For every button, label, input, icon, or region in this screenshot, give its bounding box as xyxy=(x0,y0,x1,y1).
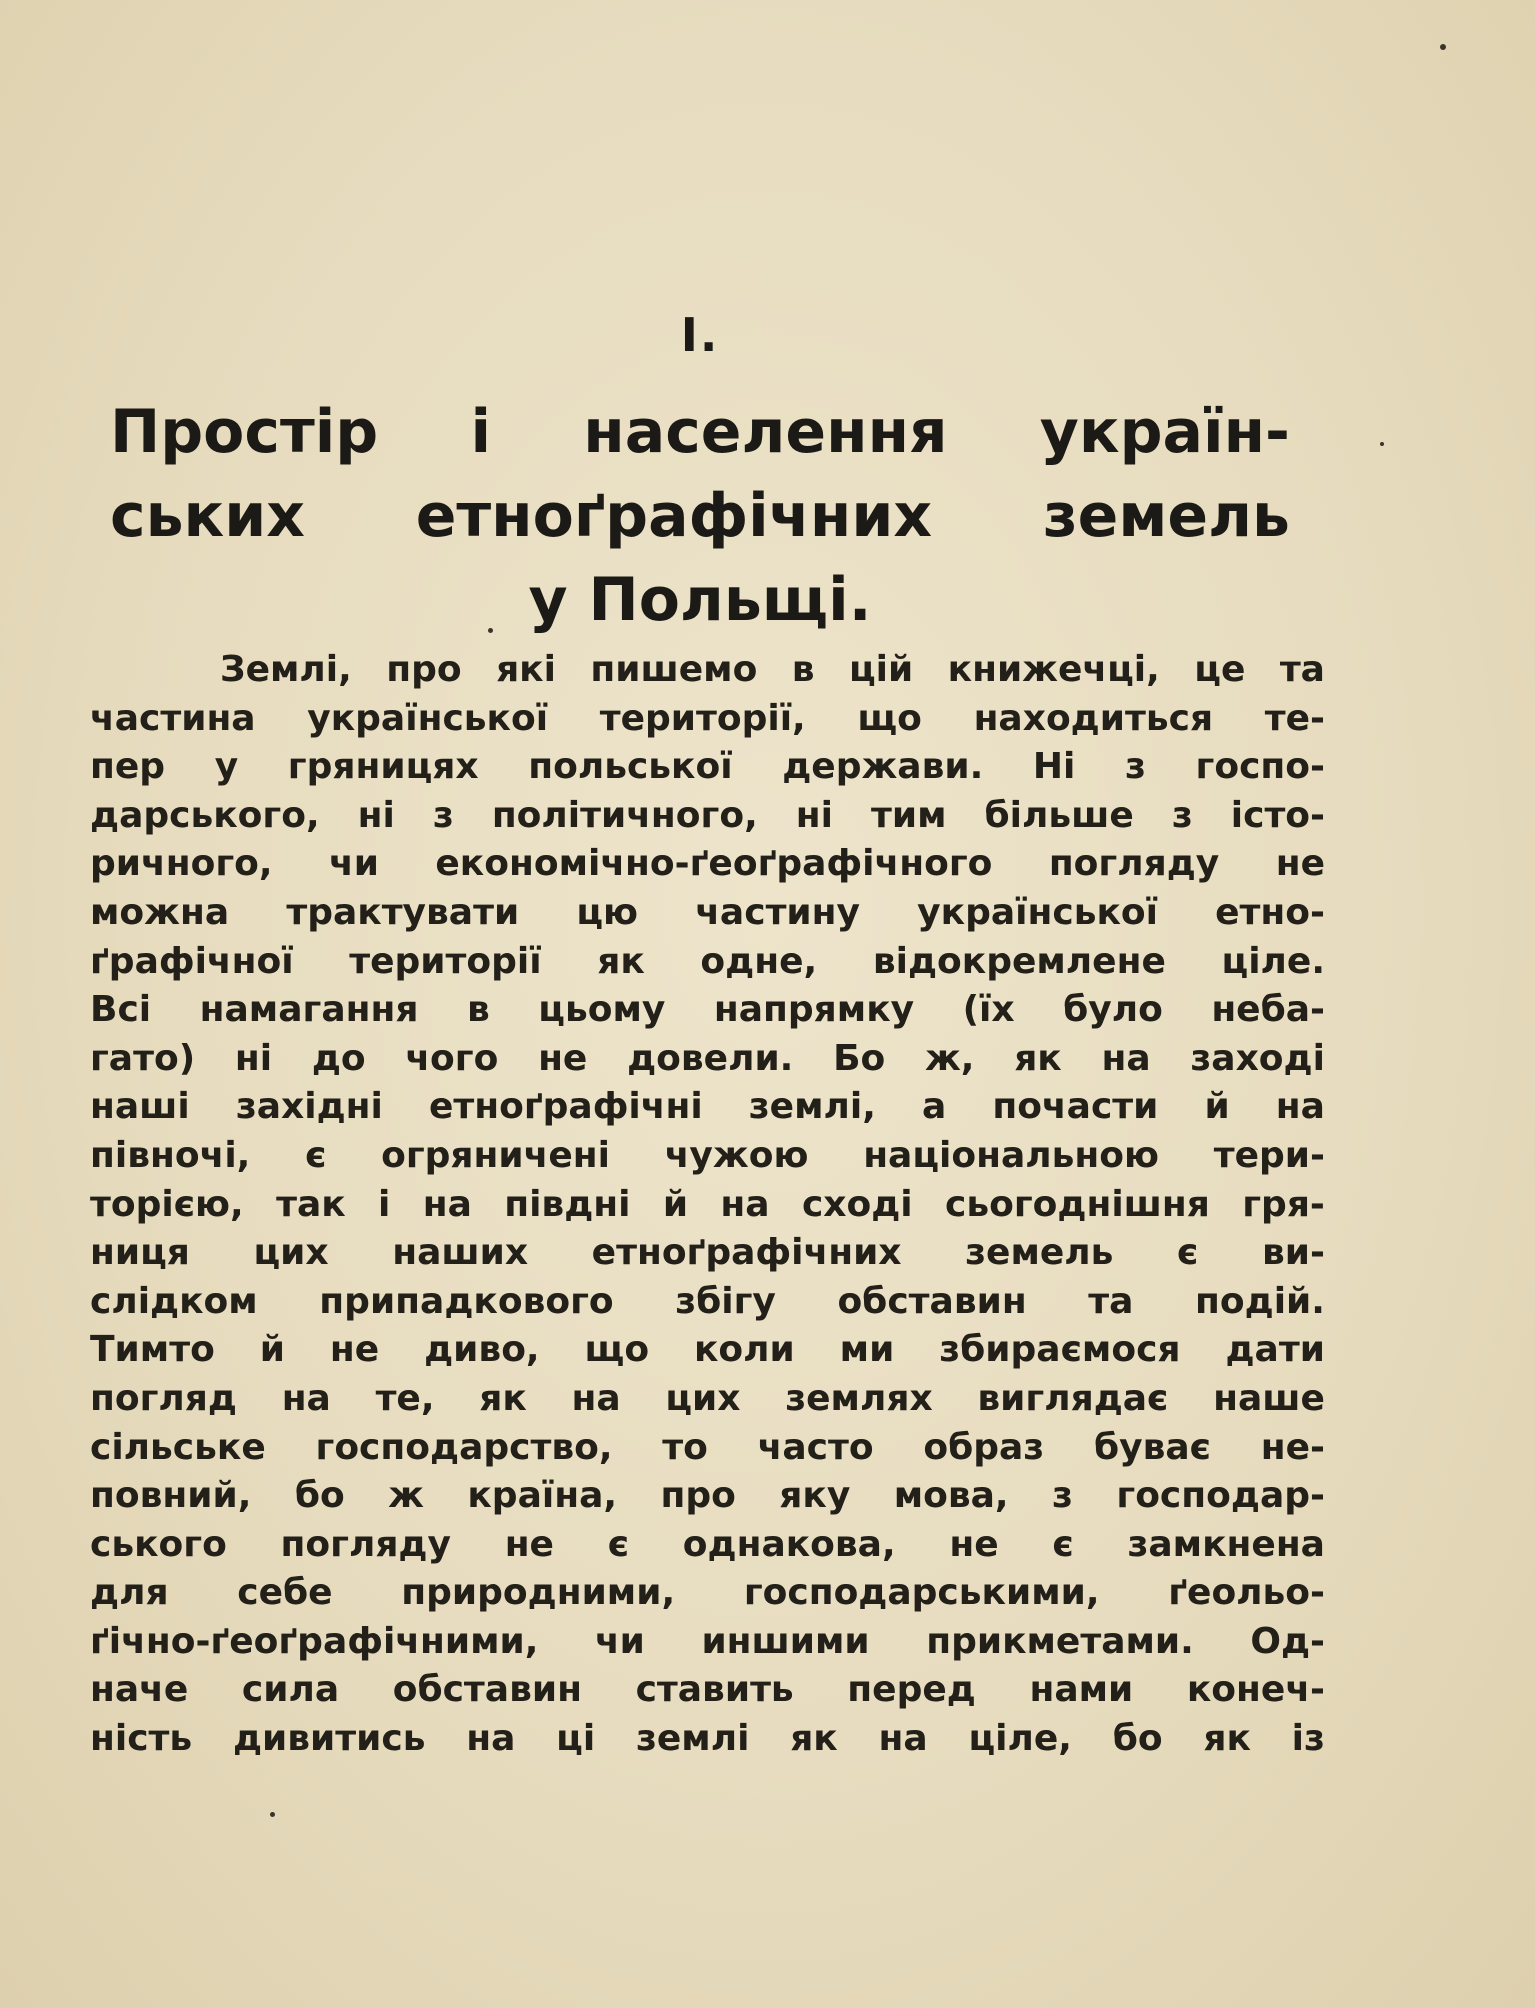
word: це xyxy=(1194,649,1246,690)
word: господар- xyxy=(1116,1475,1325,1517)
text-line xyxy=(90,792,1325,841)
word: відокремлене xyxy=(872,940,1166,982)
word: огряничені xyxy=(381,1134,610,1176)
word: ціле. xyxy=(1221,940,1325,982)
word: української xyxy=(917,891,1158,933)
word: землі xyxy=(635,1718,750,1760)
title-line xyxy=(110,474,1290,558)
word: на xyxy=(1275,1086,1325,1128)
word: нами xyxy=(1029,1669,1134,1711)
title-word: у Польщі. xyxy=(528,565,872,635)
word: обставин xyxy=(837,1280,1027,1322)
word: ського xyxy=(90,1523,227,1565)
word: перед xyxy=(847,1669,976,1711)
text-line xyxy=(90,646,1325,695)
word: економічно-ґеоґрафічного xyxy=(435,843,993,885)
word: на xyxy=(720,1183,770,1225)
word: неба- xyxy=(1211,989,1325,1031)
word: Од- xyxy=(1250,1620,1325,1662)
word: чи xyxy=(328,843,379,885)
word: на xyxy=(1101,1037,1151,1079)
title-word: ських xyxy=(110,481,305,551)
word: півдні xyxy=(504,1183,631,1225)
text-line xyxy=(90,1569,1325,1618)
word: подій. xyxy=(1195,1280,1325,1322)
word: те, xyxy=(375,1377,435,1419)
word: етноґрафічні xyxy=(428,1086,703,1128)
word: ґічно-ґеоґрафічними, xyxy=(90,1620,539,1662)
word: було xyxy=(1063,989,1163,1031)
word: й xyxy=(662,1183,689,1225)
word: на xyxy=(571,1377,621,1419)
word: чого xyxy=(405,1037,499,1079)
text-line xyxy=(90,1035,1325,1084)
word: ви- xyxy=(1261,1232,1325,1274)
word: західні xyxy=(235,1086,383,1128)
word: книжечці, xyxy=(947,649,1160,690)
word: в xyxy=(791,649,815,690)
text-line xyxy=(90,1666,1325,1715)
word: ці xyxy=(556,1718,596,1760)
word: є xyxy=(305,1134,327,1176)
body-text xyxy=(90,646,1325,1764)
text-line xyxy=(90,1278,1325,1327)
word: етно- xyxy=(1215,891,1325,933)
word: ґеольо- xyxy=(1168,1572,1325,1614)
word: господарськими, xyxy=(743,1572,1100,1614)
word: що xyxy=(857,697,922,739)
word: є xyxy=(1052,1523,1074,1565)
word: країна, xyxy=(467,1475,618,1517)
word: збігу xyxy=(675,1280,776,1322)
word: иншими xyxy=(701,1620,870,1662)
word: тим xyxy=(871,794,947,836)
word: ставить xyxy=(635,1669,794,1711)
word: до xyxy=(311,1037,366,1079)
word: земель xyxy=(965,1232,1114,1274)
text-line xyxy=(90,695,1325,744)
title-word: населення xyxy=(583,397,948,467)
word: й xyxy=(1204,1086,1230,1128)
word: образ xyxy=(923,1426,1045,1468)
text-line xyxy=(90,840,1325,889)
word: частина xyxy=(90,697,256,739)
word: не xyxy=(949,1523,999,1565)
word: напрямку xyxy=(713,989,915,1031)
word: намагання xyxy=(199,989,419,1031)
word: наче xyxy=(90,1669,189,1711)
word: більше xyxy=(984,794,1134,836)
word: як xyxy=(1203,1718,1251,1760)
word: держави. xyxy=(782,746,984,788)
word: дарського, xyxy=(90,794,320,836)
word: польської xyxy=(528,746,733,788)
word: цих xyxy=(253,1232,329,1274)
text-line xyxy=(90,1181,1325,1230)
word: що xyxy=(584,1329,650,1371)
word: сході xyxy=(801,1183,913,1225)
title-line xyxy=(110,390,1290,474)
word: чужою xyxy=(664,1134,809,1176)
chapter-number: I. xyxy=(680,308,720,362)
word: Всі xyxy=(90,989,152,1031)
word: погляду xyxy=(1048,843,1220,885)
text-line xyxy=(90,1618,1325,1667)
word: не- xyxy=(1260,1426,1325,1468)
word: трактувати xyxy=(286,891,520,933)
word: наше xyxy=(1213,1377,1325,1419)
paper-speck xyxy=(1440,44,1446,50)
title-word: Простір xyxy=(110,397,379,467)
word: госпо- xyxy=(1195,746,1325,788)
word: погляд xyxy=(90,1377,237,1419)
word: ні xyxy=(234,1037,273,1079)
word: як xyxy=(790,1718,838,1760)
word: пишемо xyxy=(590,649,758,690)
word: обставин xyxy=(392,1669,582,1711)
word: однакова, xyxy=(682,1523,896,1565)
word: заході xyxy=(1190,1037,1325,1079)
word: цю xyxy=(576,891,639,933)
word: (їх xyxy=(962,989,1015,1031)
word: української xyxy=(307,697,549,739)
word: тери- xyxy=(1213,1134,1325,1176)
word: дивитись xyxy=(232,1718,426,1760)
word: гато) xyxy=(90,1037,196,1079)
word: на xyxy=(878,1718,928,1760)
word: етноґрафічних xyxy=(591,1232,902,1274)
word: бо xyxy=(1112,1718,1163,1760)
word: природними, xyxy=(401,1572,676,1614)
word: Бо xyxy=(833,1037,886,1079)
word: про xyxy=(386,649,462,690)
word: про xyxy=(660,1475,736,1517)
text-line xyxy=(90,1472,1325,1521)
word: у xyxy=(214,746,239,788)
word: те- xyxy=(1264,697,1325,739)
word: так xyxy=(276,1183,346,1225)
word: на xyxy=(422,1183,472,1225)
word: із xyxy=(1291,1718,1325,1760)
word: бо xyxy=(294,1475,345,1517)
title-word: етноґрафічних xyxy=(415,481,933,551)
word: гряницях xyxy=(287,746,479,788)
word: цьому xyxy=(538,989,666,1031)
word: повний, xyxy=(90,1475,252,1517)
word: політичного, xyxy=(491,794,758,836)
paper-speck xyxy=(488,628,493,633)
word: є xyxy=(1177,1232,1199,1274)
word: чи xyxy=(594,1620,645,1662)
word: з xyxy=(1052,1475,1073,1517)
word: ціле, xyxy=(968,1718,1072,1760)
word: з xyxy=(432,794,454,836)
word: цих xyxy=(665,1377,741,1419)
word: прикметами. xyxy=(926,1620,1194,1662)
word: землі, xyxy=(748,1086,876,1128)
paper-speck xyxy=(270,1812,275,1817)
title-word: україн- xyxy=(1039,397,1290,467)
word: є xyxy=(607,1523,630,1565)
word: ні xyxy=(795,794,833,836)
title-word: і xyxy=(470,397,492,467)
word: дати xyxy=(1225,1329,1325,1371)
word: не xyxy=(1275,843,1325,885)
word: півночі, xyxy=(90,1134,251,1176)
word: мова, xyxy=(893,1475,1009,1517)
word: виглядає xyxy=(977,1377,1169,1419)
word: а xyxy=(921,1086,947,1128)
text-line xyxy=(90,1375,1325,1424)
word: на xyxy=(281,1377,331,1419)
word: слідком xyxy=(90,1280,258,1322)
word: національною xyxy=(863,1134,1160,1176)
text-line xyxy=(90,743,1325,792)
word: Тимто xyxy=(90,1329,215,1371)
word: ність xyxy=(90,1718,193,1760)
word: припадкового xyxy=(319,1280,614,1322)
word: ґрафічної xyxy=(90,940,294,982)
word: які xyxy=(496,649,556,690)
word: не xyxy=(538,1037,588,1079)
word: довели. xyxy=(627,1037,794,1079)
word: можна xyxy=(90,891,230,933)
word: ми xyxy=(839,1329,895,1371)
word: території xyxy=(349,940,542,982)
word: частину xyxy=(695,891,860,933)
word: ниця xyxy=(90,1232,190,1274)
text-line xyxy=(90,986,1325,1035)
word: землях xyxy=(785,1377,933,1419)
word: не xyxy=(504,1523,554,1565)
word: наші xyxy=(90,1086,190,1128)
word: сільське xyxy=(90,1426,266,1468)
word: ж, xyxy=(924,1037,975,1079)
word: замкнена xyxy=(1127,1523,1325,1565)
word: гря- xyxy=(1242,1183,1325,1225)
word: находиться xyxy=(973,697,1214,739)
word: збираємося xyxy=(939,1329,1181,1371)
word: почасти xyxy=(992,1086,1159,1128)
word: себе xyxy=(237,1572,333,1614)
word: буває xyxy=(1093,1426,1211,1468)
word: з xyxy=(1124,746,1146,788)
word: Ні xyxy=(1032,746,1076,788)
word: ж xyxy=(388,1475,424,1517)
text-line xyxy=(90,1132,1325,1181)
text-line xyxy=(90,1521,1325,1570)
word: ричного, xyxy=(90,843,273,885)
word: сьогоднішня xyxy=(945,1183,1210,1225)
word: то xyxy=(662,1426,708,1468)
chapter-title xyxy=(110,390,1290,642)
title-word: земель xyxy=(1042,481,1290,551)
word: конеч- xyxy=(1186,1669,1325,1711)
text-line xyxy=(90,938,1325,987)
word: яку xyxy=(779,1475,851,1517)
word: торією, xyxy=(90,1183,244,1225)
word: як xyxy=(479,1377,527,1419)
word: погляду xyxy=(280,1523,451,1565)
word: пер xyxy=(90,746,166,788)
text-line xyxy=(90,1715,1325,1764)
word: ні xyxy=(357,794,395,836)
text-line xyxy=(90,1229,1325,1278)
word: як xyxy=(597,940,645,982)
word: диво, xyxy=(424,1329,540,1371)
word: для xyxy=(90,1572,169,1614)
word: в xyxy=(466,989,490,1031)
word: та xyxy=(1088,1280,1134,1322)
word: на xyxy=(466,1718,516,1760)
word: й xyxy=(259,1329,285,1371)
text-line xyxy=(90,1424,1325,1473)
word: території, xyxy=(599,697,806,739)
word: наших xyxy=(392,1232,529,1274)
text-line xyxy=(90,1326,1325,1375)
word: одне, xyxy=(700,940,818,982)
word: як xyxy=(1014,1037,1062,1079)
word: та xyxy=(1279,649,1325,690)
word: господарство, xyxy=(315,1426,613,1468)
word: не xyxy=(329,1329,380,1371)
word: сила xyxy=(241,1669,340,1711)
word: коли xyxy=(693,1329,795,1371)
word: Землі, xyxy=(220,649,352,690)
word: і xyxy=(378,1183,391,1225)
paper-speck xyxy=(1380,442,1384,446)
word: істо- xyxy=(1230,794,1325,836)
word: цій xyxy=(848,649,914,690)
word: часто xyxy=(757,1426,874,1468)
text-line xyxy=(90,1083,1325,1132)
word: з xyxy=(1171,794,1193,836)
text-line xyxy=(90,889,1325,938)
title-line xyxy=(110,558,1290,642)
